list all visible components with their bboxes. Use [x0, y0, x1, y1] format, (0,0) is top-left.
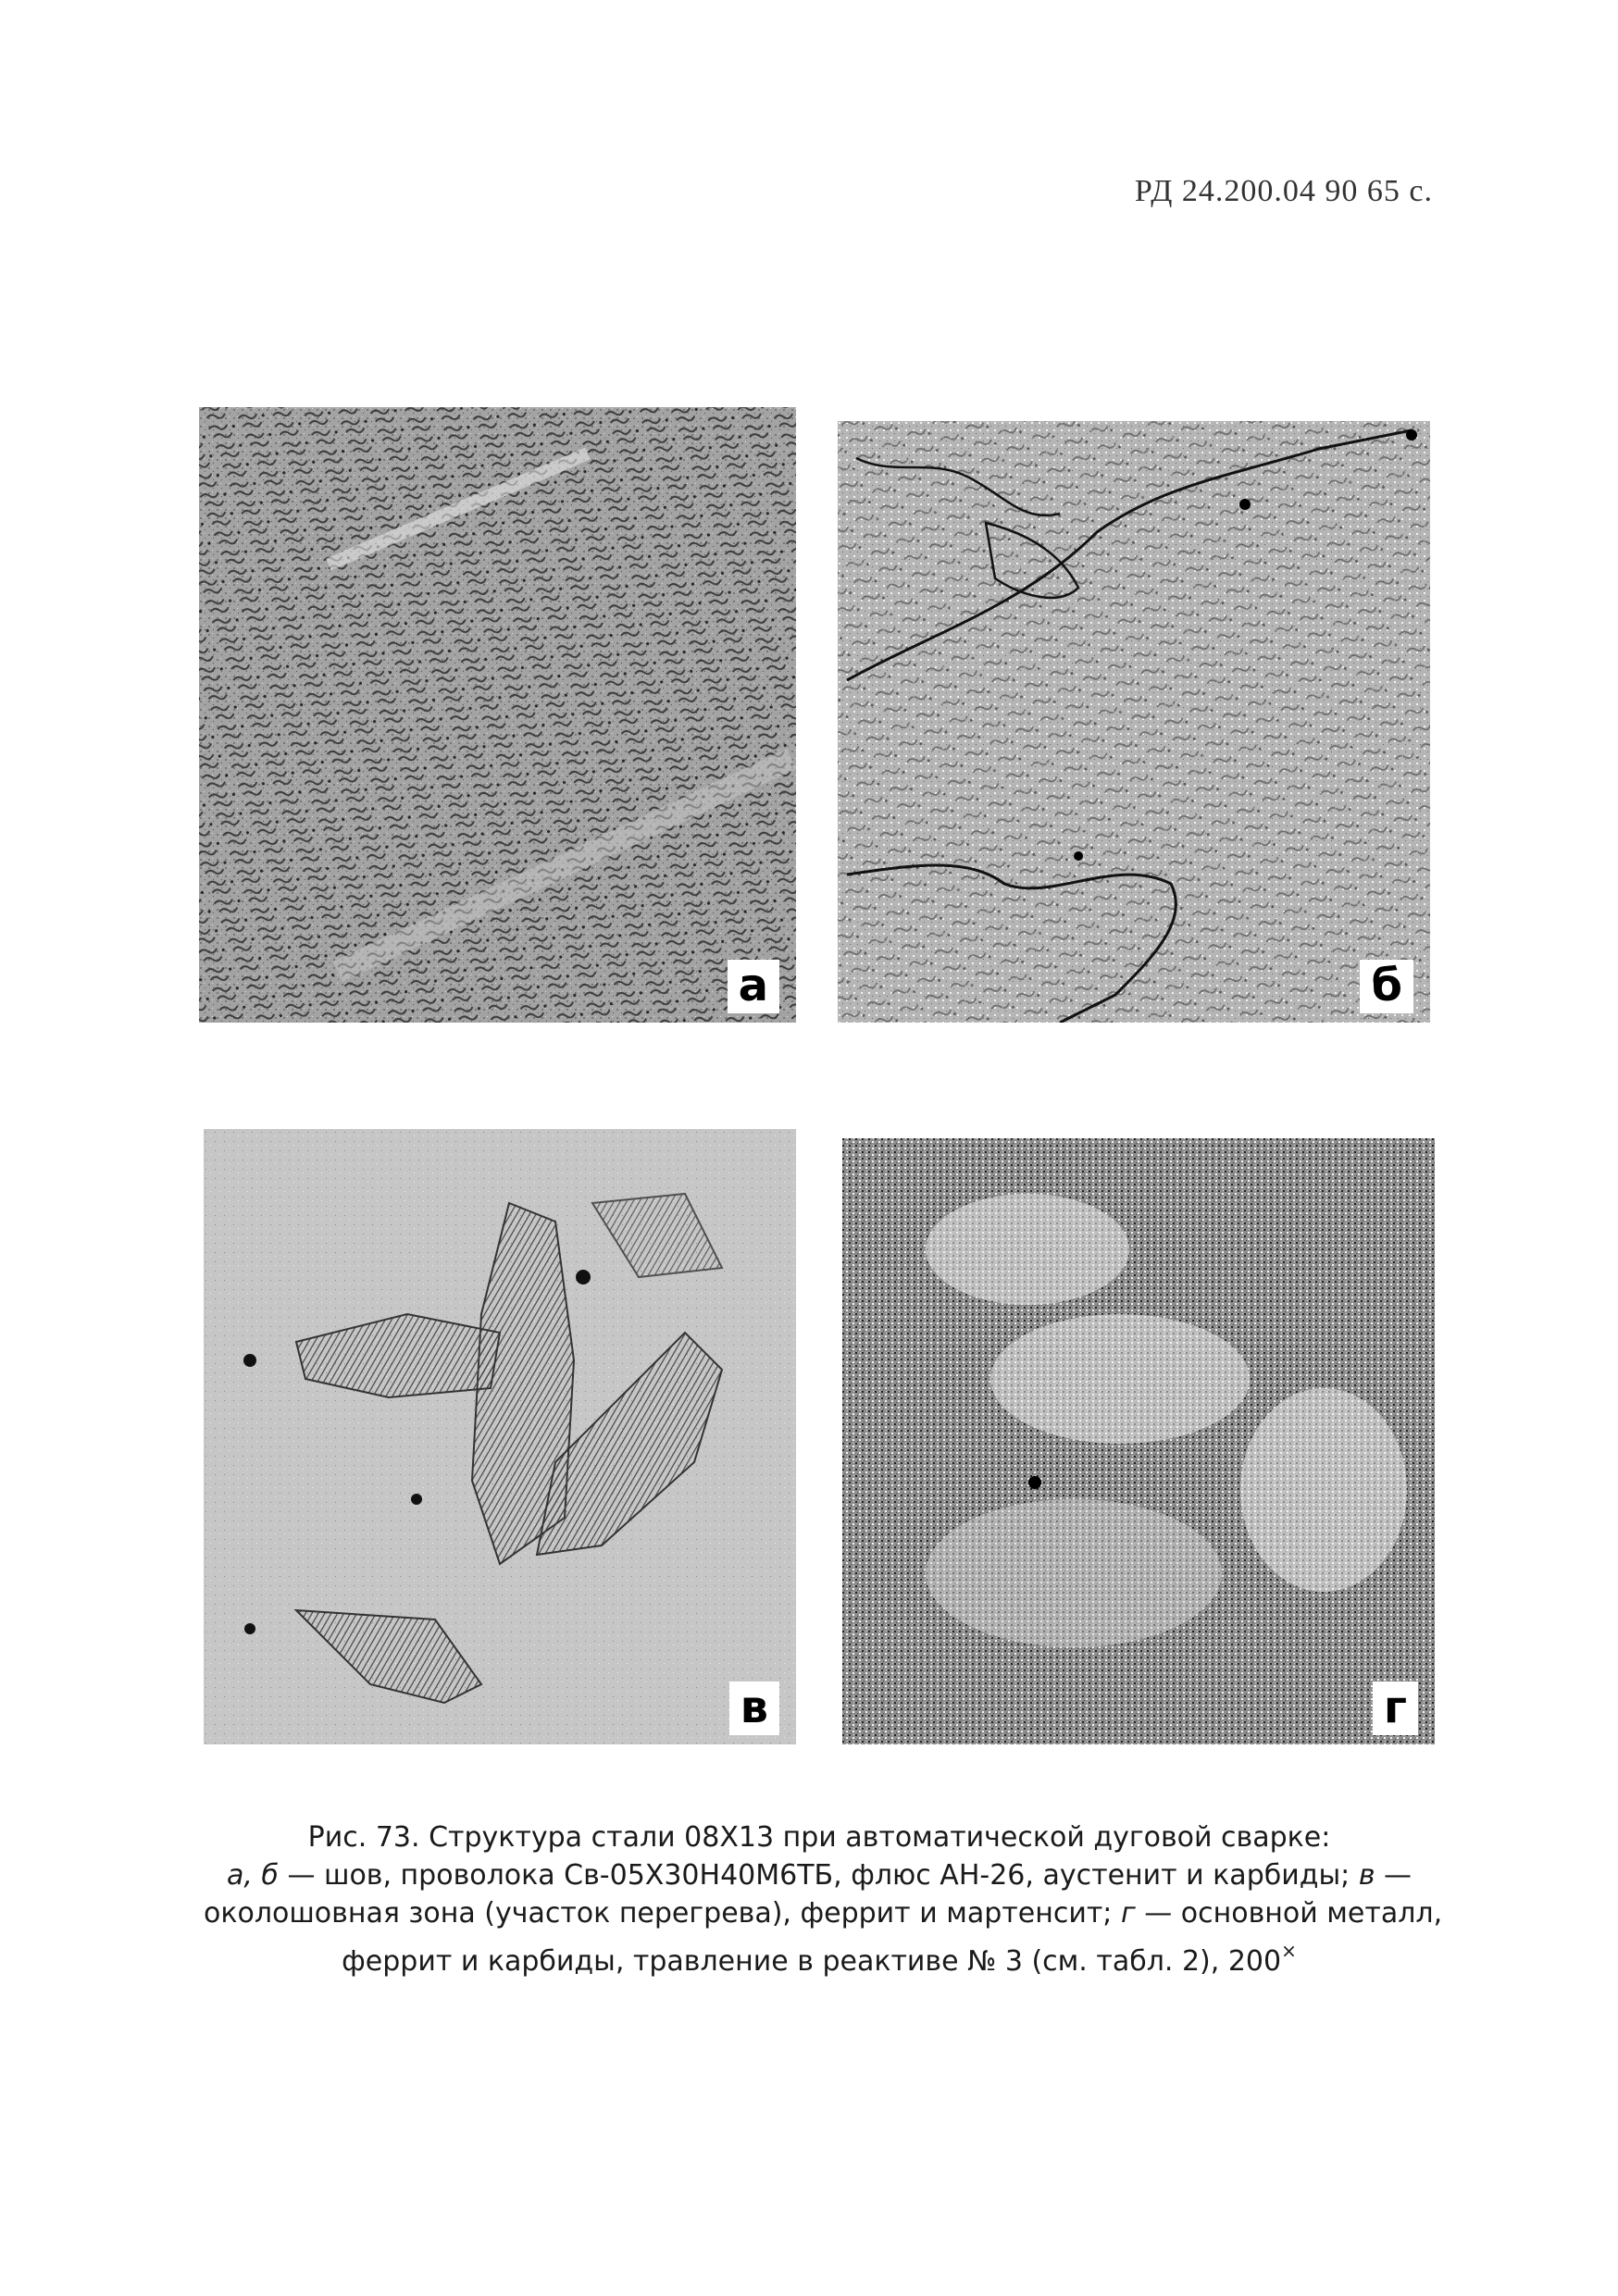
figure-caption	[204, 1818, 1443, 1980]
caption-line-4	[204, 1932, 1435, 1980]
panel-label-g: г	[1373, 1682, 1418, 1735]
micrograph-a-texture	[199, 407, 796, 1023]
caption-dash: —	[1375, 1859, 1413, 1892]
micrograph-g-texture	[842, 1138, 1435, 1744]
caption-magnification-mark: ×	[1281, 1940, 1297, 1962]
micrograph-v	[204, 1129, 796, 1744]
panel-label-b: б	[1360, 960, 1413, 1013]
micrograph-v-texture	[204, 1129, 796, 1744]
caption-line-1: Рис. 73. Структура стали 08Х13 при автоматической дуговой сварке:	[307, 1821, 1331, 1854]
caption-letters-a-b: а, б	[226, 1859, 279, 1892]
caption-line-2	[204, 1856, 1435, 1894]
caption-base-metal: — основной металл,	[1135, 1897, 1443, 1930]
micrograph-b	[838, 421, 1430, 1023]
document-reference-header: РД 24.200.04 90 65 с.	[1134, 174, 1433, 208]
caption-haz-description: околошовная зона (участок перегрева), феррит и мартенсит;	[204, 1897, 1121, 1930]
micrograph-a	[199, 407, 796, 1023]
caption-line-3	[204, 1894, 1443, 1932]
caption-weld-description: — шов, проволока Св-05Х30Н40М6ТБ, флюс АН-26, аустенит и карбиды;	[278, 1859, 1359, 1892]
panel-label-v: в	[729, 1682, 779, 1735]
micrograph-b-texture	[838, 421, 1430, 1023]
panel-label-a: а	[728, 960, 779, 1013]
caption-letter-v: в	[1358, 1859, 1375, 1892]
caption-etching-description: феррит и карбиды, травление в реактиве № 3 (см. табл. 2), 200	[342, 1945, 1282, 1978]
micrograph-g	[842, 1138, 1435, 1744]
caption-letter-g: г	[1120, 1897, 1136, 1930]
